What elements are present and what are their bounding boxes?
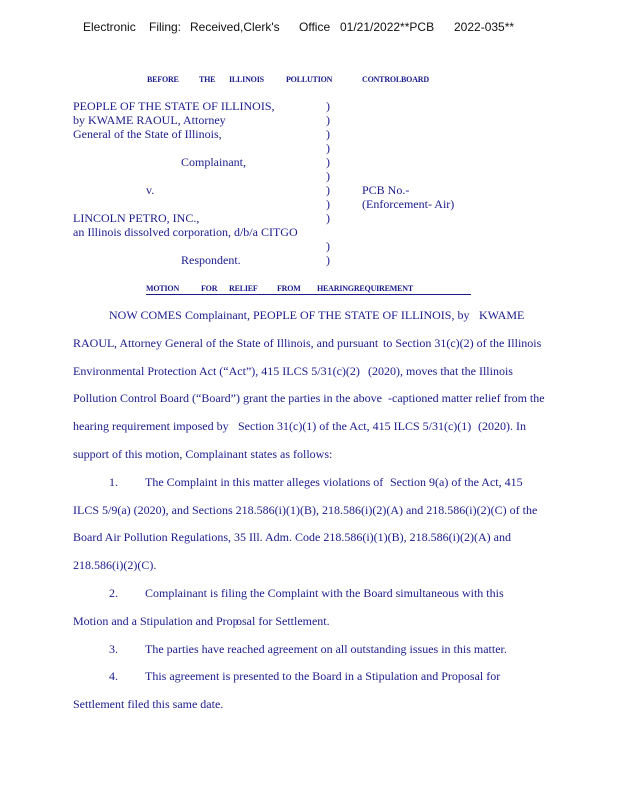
body-text: Section 9(a) of the Act, 415 [390,475,523,489]
body-text: Pollution Control Board (“Board”) grant the parties in the above [73,391,382,405]
body-text: This agreement is presented to the Board in a Stipulation and Proposal for [145,669,501,683]
motion-title-word: HEARINGREQUIREMENT [317,284,413,293]
caption-paren: ) [326,211,330,225]
body-text: Section 31(c)(1) of the Act, 415 ILCS 5/31(c)(1) [238,419,472,433]
body-text: Complainant is filing the Complaint with the Board simultaneous with this [145,586,504,600]
caption-paren: ) [326,239,330,253]
motion-title-word: MOTION [146,284,180,293]
caption-paren: ) [326,113,330,127]
paragraph-number: 3. [109,642,118,656]
caption-versus: v. [146,183,155,197]
motion-title-word: FOR [201,284,218,293]
header-filing: Filing: [149,20,182,34]
caption-paren: ) [326,183,330,197]
body-text: Motion and a Stipulation and Prop [73,614,239,628]
body-text: to Section 31(c)(2) of the Illinois [383,336,542,350]
header-received: Received,Clerk's [190,20,280,34]
body-text: KWAME [479,308,525,322]
header-date: 01/21/2022**PCB [340,20,435,34]
header-electronic: Electronic [83,20,136,34]
paragraph-number: 1. [109,475,118,489]
body-text: Board Air Pollution Regulations, 35 Ill. Adm. Code 218.586(i)(1)(B), 218.586(i)(2)(A) and [73,530,511,544]
board-title-word: THE [199,75,216,84]
caption-paren: ) [326,155,330,169]
caption-defendant-desc: an Illinois dissolved corporation, d/b/a CITGO [73,225,298,239]
caption-case-type: (Enforcement- Air) [362,197,455,211]
caption-paren: ) [326,127,330,141]
body-text: hearing requirement imposed by [73,419,229,433]
board-title-word: CONTROLBOARD [362,75,429,84]
body-text: 218.586(i)(2)(C). [73,558,157,572]
header-docket: 2022-035** [454,20,515,34]
paragraph-number: 2. [109,586,118,600]
caption-pcb-number: PCB No.- [362,183,410,197]
body-text: ILCS 5/9(a) (2020), and Sections 218.586(i)(1)(B), 218.586 [73,503,361,517]
caption-defendant: LINCOLN PETRO, INC., [73,211,200,225]
body-text: The parties have reached agreement on all outstanding issues in this matter. [145,642,507,656]
caption-paren: ) [326,253,330,267]
board-title-word: BEFORE [147,75,179,84]
motion-title-underline [146,294,471,295]
caption-paren: ) [326,169,330,183]
motion-title-word: FROM [277,284,301,293]
body-text: The Complaint in this matter alleges violations of [145,475,384,489]
body-text: Settlement filed this same date. [73,697,224,711]
body-text: NOW COMES [109,308,182,322]
motion-title-word: RELIEF [229,284,258,293]
caption-complainant: Complainant, [181,155,246,169]
body-text: , Attorney General of the State of Illinois, and pursuant [114,336,379,350]
caption-respondent: Respondent. [181,253,241,267]
body-text: (i)(2)(A) and 218.586(i)(2)(C) of the [361,503,538,517]
body-text: support of this motion, Complainant states as follows: [73,447,333,461]
body-text: (2020), moves that the Illinois [368,364,513,378]
body-text: RAOUL [73,336,115,350]
caption-paren: ) [326,141,330,155]
body-text: osal for Settlement. [236,614,330,628]
body-text: -captioned matter relief from the [388,391,545,405]
caption-paren: ) [326,99,330,113]
body-text: Environmental Protection Act (“Act”), 415 ILCS 5/31(c)(2) [73,364,360,378]
paragraph-number: 4. [109,669,118,683]
board-title-word: ILLINOIS [229,75,264,84]
header-office: Office [299,20,331,34]
caption-plaintiff: PEOPLE OF THE STATE OF ILLINOIS, [73,99,275,113]
body-text: Complainant, PEOPLE OF THE STATE OF ILLINOIS, by [185,308,470,322]
caption-plaintiff-by: by KWAME RAOUL, Attorney [73,113,226,127]
board-title-word: POLLUTION [286,75,333,84]
caption-paren: ) [326,197,330,211]
caption-plaintiff-office: General of the State of Illinois, [73,127,222,141]
body-text: (2020). In [478,419,526,433]
